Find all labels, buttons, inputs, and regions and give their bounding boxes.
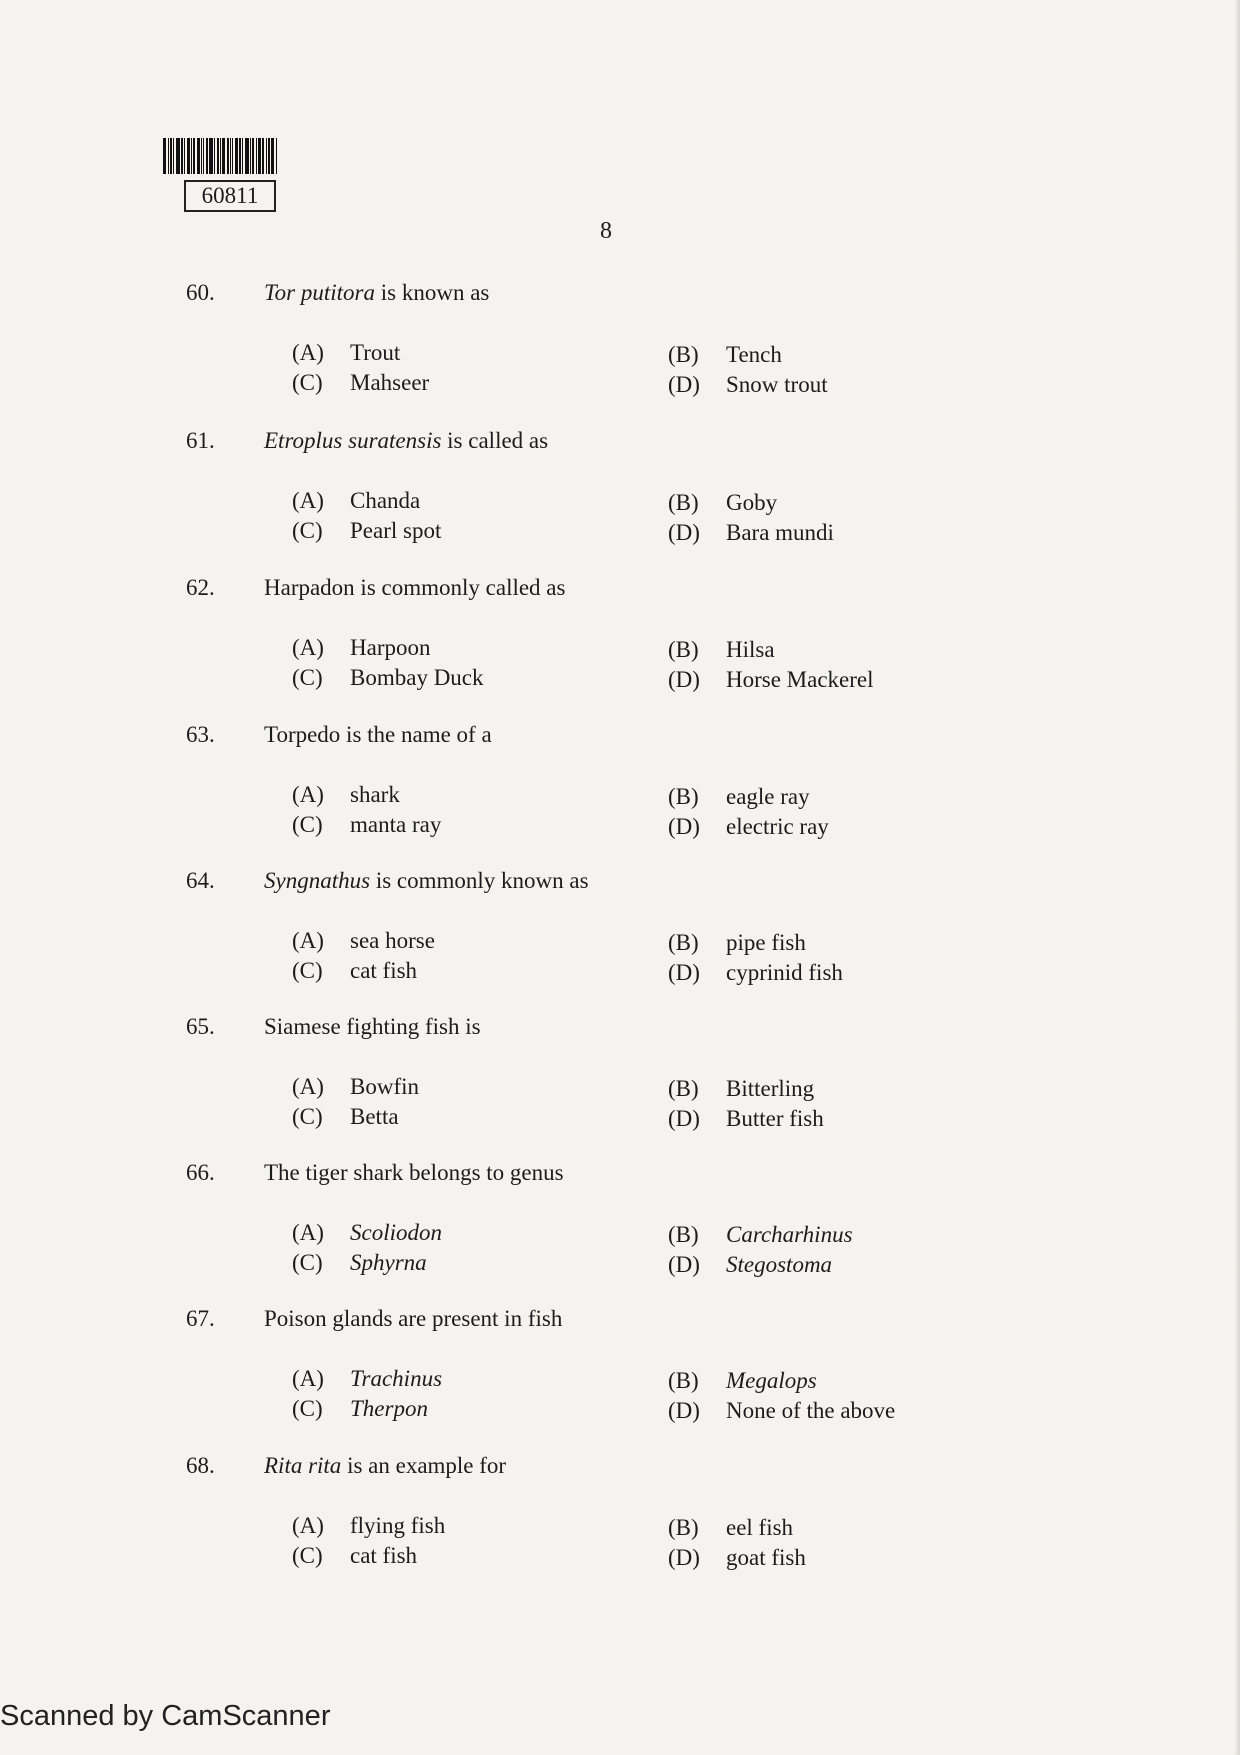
barcode-bar: [181, 138, 183, 174]
answer-option: [668, 490, 777, 516]
question-stem: [264, 1160, 564, 1186]
question-number: 65.: [186, 1014, 215, 1039]
question-number: 61.: [186, 428, 215, 453]
question-paper-code: 60811: [184, 180, 276, 212]
answer-option: [668, 1368, 817, 1394]
option-label: (D): [668, 1545, 700, 1570]
answer-option: [292, 635, 430, 661]
answer-option: [292, 1366, 442, 1392]
answer-option: [668, 1252, 832, 1278]
barcode-bar: [168, 138, 169, 174]
question-stem-italic: Tor putitora: [264, 280, 376, 305]
option-text: flying fish: [350, 1513, 446, 1538]
option-label: (B): [668, 1222, 699, 1247]
option-label: (B): [668, 490, 699, 515]
option-label: (A): [292, 928, 324, 953]
answer-option: [292, 1543, 417, 1569]
option-text: Carcharhinus: [726, 1222, 853, 1247]
option-label: (C): [292, 1250, 323, 1275]
barcode-bar: [235, 138, 238, 174]
option-label: (B): [668, 1076, 699, 1101]
option-label: (A): [292, 1074, 324, 1099]
option-label: (C): [292, 1104, 323, 1129]
barcode-bar: [271, 138, 274, 174]
option-text: cat fish: [350, 958, 418, 983]
answer-option: [668, 667, 874, 693]
option-label: (D): [668, 960, 700, 985]
answer-option: [668, 342, 782, 368]
barcode-bar: [170, 138, 172, 174]
barcode-bar: [276, 138, 277, 174]
option-text: cyprinid fish: [726, 960, 843, 985]
question-number: 67.: [186, 1306, 215, 1331]
barcode-bar: [232, 138, 233, 174]
answer-option: [668, 960, 843, 986]
page-edge: [1234, 0, 1240, 1755]
scanner-watermark: Scanned by CamScanner: [0, 1700, 331, 1732]
barcode-bar: [239, 138, 241, 174]
barcode-bar: [266, 138, 267, 174]
question-stem: [264, 1453, 506, 1479]
option-label: (A): [292, 1366, 324, 1391]
barcode-bar: [230, 138, 231, 174]
option-text: Trout: [350, 340, 401, 365]
option-text: goat fish: [726, 1545, 806, 1570]
answer-option: [668, 1222, 853, 1248]
option-text: Butter fish: [726, 1106, 824, 1131]
question-number: 63.: [186, 722, 215, 747]
barcode-bar: [203, 138, 204, 174]
option-label: (C): [292, 1396, 323, 1421]
barcode-bar: [250, 138, 251, 174]
question-number: 64.: [186, 868, 215, 893]
question-stem-text: is called as: [441, 428, 549, 453]
option-text: electric ray: [726, 814, 829, 839]
question-stem-text: is known as: [375, 280, 490, 305]
question-stem-text: is commonly known as: [370, 868, 589, 893]
answer-option: [668, 1398, 895, 1424]
option-label: (B): [668, 1515, 699, 1540]
answer-option: [292, 1250, 427, 1276]
option-text: Trachinus: [350, 1366, 443, 1391]
question-stem: [264, 575, 565, 601]
option-text: Mahseer: [350, 370, 430, 395]
option-label: (C): [292, 812, 323, 837]
barcode-bar: [227, 138, 229, 174]
option-text: Stegostoma: [726, 1252, 833, 1277]
option-label: (C): [292, 370, 323, 395]
answer-option: [668, 784, 810, 810]
question-number: 66.: [186, 1160, 215, 1185]
barcode-bar: [197, 138, 200, 174]
answer-option: [668, 1106, 824, 1132]
option-label: (C): [292, 958, 323, 983]
option-text: Horse Mackerel: [726, 667, 874, 692]
option-label: (C): [292, 665, 323, 690]
barcode-bar: [176, 138, 180, 174]
question-stem-italic: Syngnathus: [264, 868, 371, 893]
barcode-bar: [262, 138, 264, 174]
barcode-bar: [214, 138, 215, 174]
answer-option: [292, 928, 435, 954]
barcode-bar: [201, 138, 202, 174]
answer-option: [668, 1545, 806, 1571]
option-label: (D): [668, 372, 700, 397]
option-text: Pearl spot: [350, 518, 442, 543]
barcode-bar: [258, 138, 261, 174]
option-text: Bombay Duck: [350, 665, 484, 690]
question-stem-text: Torpedo is the name of a: [264, 722, 492, 747]
answer-option: [292, 488, 420, 514]
option-text: sea horse: [350, 928, 435, 953]
option-text: Harpoon: [350, 635, 431, 660]
option-text: shark: [350, 782, 400, 807]
barcode-bar: [173, 138, 174, 174]
question-stem-text: Poison glands are present in fish: [264, 1306, 563, 1331]
option-text: Chanda: [350, 488, 421, 513]
option-text: eagle ray: [726, 784, 810, 809]
barcode-bar: [220, 138, 221, 174]
answer-option: [292, 1074, 419, 1100]
option-text: pipe fish: [726, 930, 806, 955]
question-stem: [264, 428, 548, 454]
option-label: (D): [668, 814, 700, 839]
answer-option: [292, 958, 417, 984]
barcode-bar: [209, 138, 213, 174]
page-number: 8: [600, 218, 612, 244]
answer-option: [668, 930, 806, 956]
barcode-bar: [184, 138, 185, 174]
option-text: Scoliodon: [350, 1220, 442, 1245]
option-text: None of the above: [726, 1398, 896, 1423]
question-stem-text: Siamese fighting fish is: [264, 1014, 481, 1039]
barcode: [163, 138, 325, 174]
answer-option: [668, 520, 834, 546]
option-text: Betta: [350, 1104, 399, 1129]
question-stem-italic: Rita rita: [264, 1453, 342, 1478]
answer-option: [292, 518, 441, 544]
question-stem: [264, 722, 492, 748]
barcode-bar: [245, 138, 249, 174]
option-label: (D): [668, 1106, 700, 1131]
option-text: Hilsa: [726, 637, 775, 662]
option-text: Goby: [726, 490, 778, 515]
option-label: (B): [668, 784, 699, 809]
barcode-bar: [206, 138, 208, 174]
option-text: Sphyrna: [350, 1250, 427, 1275]
answer-option: [292, 665, 484, 691]
option-label: (B): [668, 1368, 699, 1393]
answer-option: [292, 370, 429, 396]
question-stem-italic: Etroplus suratensis: [264, 428, 442, 453]
option-text: eel fish: [726, 1515, 794, 1540]
answer-option: [668, 637, 775, 663]
answer-option: [292, 340, 400, 366]
answer-option: [668, 1076, 814, 1102]
question-stem: [264, 1306, 562, 1332]
option-label: (D): [668, 520, 700, 545]
barcode-bar: [163, 138, 166, 174]
barcode-bar: [252, 138, 254, 174]
option-label: (A): [292, 488, 324, 513]
answer-option: [292, 1396, 428, 1422]
option-text: Therpon: [350, 1396, 428, 1421]
question-stem: [264, 868, 589, 894]
answer-option: [668, 814, 829, 840]
option-text: Bowfin: [350, 1074, 419, 1099]
answer-option: [292, 1513, 445, 1539]
option-label: (C): [292, 518, 323, 543]
option-text: manta ray: [350, 812, 442, 837]
question-number: 68.: [186, 1453, 215, 1478]
barcode-bar: [191, 138, 192, 174]
option-text: Tench: [726, 342, 782, 367]
option-text: Bara mundi: [726, 520, 834, 545]
option-text: Snow trout: [726, 372, 828, 397]
barcode-bar: [193, 138, 195, 174]
option-label: (C): [292, 1543, 323, 1568]
barcode-bar: [256, 138, 257, 174]
answer-option: [292, 782, 400, 808]
barcode-bar: [217, 138, 219, 174]
barcode-bar: [187, 138, 190, 174]
answer-option: [292, 1220, 442, 1246]
option-label: (B): [668, 930, 699, 955]
answer-option: [292, 1104, 399, 1130]
option-label: (B): [668, 342, 699, 367]
option-label: (D): [668, 1398, 700, 1423]
option-text: cat fish: [350, 1543, 418, 1568]
option-label: (A): [292, 1513, 324, 1538]
option-label: (B): [668, 637, 699, 662]
question-stem-text: is an example for: [341, 1453, 507, 1478]
question-stem-text: Harpadon is commonly called as: [264, 575, 566, 600]
option-label: (D): [668, 667, 700, 692]
option-label: (A): [292, 340, 324, 365]
question-stem: [264, 1014, 481, 1040]
barcode-bar: [268, 138, 270, 174]
question-number: 62.: [186, 575, 215, 600]
option-label: (D): [668, 1252, 700, 1277]
barcode-bar: [242, 138, 243, 174]
option-text: Megalops: [726, 1368, 817, 1393]
barcode-bar: [222, 138, 225, 174]
question-stem: [264, 280, 489, 306]
option-label: (A): [292, 782, 324, 807]
option-label: (A): [292, 1220, 324, 1245]
answer-option: [292, 812, 441, 838]
answer-option: [668, 1515, 793, 1541]
option-label: (A): [292, 635, 324, 660]
answer-option: [668, 372, 828, 398]
question-number: 60.: [186, 280, 215, 305]
option-text: Bitterling: [726, 1076, 815, 1101]
question-stem-text: The tiger shark belongs to genus: [264, 1160, 564, 1185]
